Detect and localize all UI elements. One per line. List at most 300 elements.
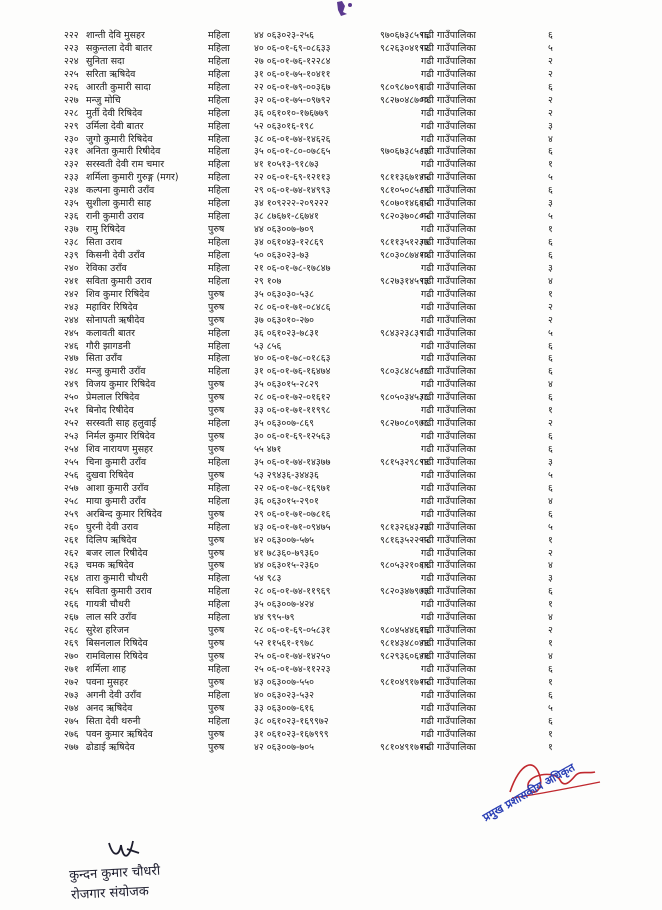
gender: महिला xyxy=(208,237,230,248)
palika-name: गढी गाउँपालिका xyxy=(421,185,476,197)
palika-name: गढी गाउँपालिका xyxy=(421,418,476,430)
gender: महिला xyxy=(208,366,230,378)
id-number: ३५ ०६-०१-८०-०७८६५ xyxy=(254,146,331,158)
person-name: सिता देवी थरुनी xyxy=(86,715,141,727)
table-row xyxy=(40,224,640,237)
person-name: बिनोद रिषीदेव xyxy=(86,405,134,417)
palika-name: गढी गाउँपालिका xyxy=(421,159,476,171)
id-number: २८ ०६-०१-७४-११९६९ xyxy=(254,586,331,598)
palika-name: गढी गाउँपालिका xyxy=(421,94,476,106)
serial-number: २२५ xyxy=(64,68,79,80)
ward-number: १ xyxy=(548,728,553,740)
id-number: ३३ ०६३००७-६१६ xyxy=(254,702,314,714)
mobile-number: ९८२९३६०६४१ xyxy=(380,651,429,662)
ward-number: १ xyxy=(548,405,553,417)
serial-number: २५२ xyxy=(64,418,79,430)
id-number: ४४ ०६३०१५-२३६० xyxy=(254,560,319,572)
ward-number: ३ xyxy=(548,198,553,210)
id-number: ३८ ८७६७१-८६७४१ xyxy=(254,211,319,223)
palika-name: गढी गाउँपालिका xyxy=(421,198,476,210)
palika-name: गढी गाउँपालिका xyxy=(421,262,476,274)
ward-number: ६ xyxy=(548,340,553,352)
mobile-number: ९८१०४९१७१५ xyxy=(380,676,429,688)
serial-number: २५४ xyxy=(64,444,79,455)
table-row xyxy=(40,30,640,43)
mobile-number: ९८२७३१४५९३ xyxy=(380,275,429,287)
id-number: ४१ ७८३६०-७९३६० xyxy=(254,547,319,559)
id-number: ३५ ०६३००७-८६९ xyxy=(254,418,314,430)
table-row xyxy=(40,353,640,366)
id-number: ५३ ८५६ xyxy=(254,340,282,352)
table-row xyxy=(40,315,640,328)
table-row xyxy=(40,431,640,444)
ward-number: १ xyxy=(548,224,553,236)
ward-number: १ xyxy=(548,599,553,611)
serial-number: २४५ xyxy=(64,327,79,339)
palika-name: गढी गाउँपालिका xyxy=(421,521,476,533)
gender: महिला xyxy=(208,495,230,507)
mobile-number: ९८२०३७०८०५ xyxy=(380,211,429,223)
id-number: ३५ ०६-०१-७४-१४३७७ xyxy=(254,456,331,468)
palika-name: गढी गाउँपालिका xyxy=(421,456,476,468)
serial-number: २५६ xyxy=(64,469,79,481)
person-name: उर्मिला देवी बातर xyxy=(86,120,144,132)
gender: महिला xyxy=(208,198,230,210)
person-name: सुनिता सदा xyxy=(86,55,125,67)
gender: महिला xyxy=(208,353,230,365)
palika-name: गढी गाउँपालिका xyxy=(421,120,476,132)
table-row xyxy=(40,289,640,302)
person-name: सिता उराव xyxy=(86,237,123,248)
palika-name: गढी गाउँपालिका xyxy=(421,482,476,494)
table-row xyxy=(40,250,640,263)
mobile-number: ९८११३६७१४५ xyxy=(380,172,429,184)
ward-number: ६ xyxy=(548,237,553,248)
serial-number: २३७ xyxy=(64,224,79,236)
gender: पुरुष xyxy=(208,224,225,236)
ward-number: ३ xyxy=(548,262,553,274)
table-row xyxy=(40,379,640,392)
table-row xyxy=(40,729,640,742)
gender: महिला xyxy=(208,612,230,624)
palika-name: गढी गाउँपालिका xyxy=(421,327,476,339)
person-name: सिता उराँव xyxy=(86,353,123,365)
id-number: ३१ ०६-०१-७६-१६४७४ xyxy=(254,366,331,378)
person-name: रामु रिषिदेव xyxy=(86,224,126,236)
serial-number: २२८ xyxy=(64,107,79,119)
ward-number: ४ xyxy=(548,651,553,662)
table-row xyxy=(40,418,640,431)
table-row xyxy=(40,108,640,121)
serial-number: २४६ xyxy=(64,340,79,352)
id-number: ४२ ०६३००७-७०५ xyxy=(254,741,314,753)
palika-name: गढी गाउँपालिका xyxy=(421,702,476,714)
ward-number: १ xyxy=(548,741,553,753)
palika-name: गढी गाउँपालिका xyxy=(421,237,476,248)
person-name: गायत्री चौधरी xyxy=(86,599,131,611)
id-number: ४३ ०६३००७-५५० xyxy=(254,676,314,688)
id-number: २८ ०६-०१-७१-०८४८६ xyxy=(254,301,331,313)
ward-number: २ xyxy=(548,94,553,106)
id-number: २९ १०७ xyxy=(254,275,282,287)
palika-name: गढी गाउँपालिका xyxy=(421,405,476,417)
serial-number: २४० xyxy=(64,262,79,274)
palika-name: गढी गाउँपालिका xyxy=(421,275,476,287)
serial-number: २६० xyxy=(64,521,79,533)
gender: पुरुष xyxy=(208,392,225,404)
gender: पुरुष xyxy=(208,638,225,650)
table-row xyxy=(40,211,640,224)
ward-number: ५ xyxy=(548,469,553,481)
id-number: ४० ०६३०२३-५३२ xyxy=(254,689,314,701)
serial-number: २२२ xyxy=(64,30,79,41)
person-name: रानी कुमारी उराव xyxy=(86,211,144,223)
serial-number: २५७ xyxy=(64,482,79,494)
person-name: मन्जु कुमारी उराँव xyxy=(86,366,146,378)
serial-number: २७२ xyxy=(64,676,79,688)
serial-number: २६३ xyxy=(64,560,79,572)
serial-number: २७१ xyxy=(64,663,79,675)
gender: पुरुष xyxy=(208,625,225,637)
id-number: ४० ०६-०१-६९-०८६३३ xyxy=(254,42,331,54)
serial-number: २४८ xyxy=(64,366,79,378)
gender: पुरुष xyxy=(208,431,225,443)
coordinator-initial-scribble xyxy=(103,835,143,865)
ward-number: ५ xyxy=(548,327,553,339)
table-row xyxy=(40,586,640,599)
palika-name: गढी गाउँपालिका xyxy=(421,392,476,404)
id-number: ५५ ४७१ xyxy=(254,444,282,455)
table-row xyxy=(40,509,640,522)
id-number: ५२ ११५६१-१९७८ xyxy=(254,638,314,650)
gender: पुरुष xyxy=(208,728,225,740)
serial-number: २६५ xyxy=(64,586,79,598)
table-row xyxy=(40,392,640,405)
mobile-number: ९८१४३४८०४४ xyxy=(380,638,429,650)
ink-spot-mark xyxy=(333,0,355,18)
gender: महिला xyxy=(208,599,230,611)
palika-name: गढी गाउँपालिका xyxy=(421,599,476,611)
serial-number: २७७ xyxy=(64,741,79,753)
ward-number: २ xyxy=(548,55,553,67)
ward-number: ५ xyxy=(548,211,553,223)
person-name: प्रेमलाल रिषिदेव xyxy=(86,392,140,404)
mobile-number: ९८२७०८०९७८ xyxy=(380,418,429,430)
mobile-number: ९८०४५४४६१६ xyxy=(380,625,429,637)
table-row xyxy=(40,263,640,276)
ward-number: ५ xyxy=(548,702,553,714)
palika-name: गढी गाउँपालिका xyxy=(421,55,476,67)
person-name: तारा कुमारी चौधरी xyxy=(86,573,148,585)
table-row xyxy=(40,276,640,289)
gender: महिला xyxy=(208,30,230,41)
table-row xyxy=(40,535,640,548)
table-row xyxy=(40,573,640,586)
palika-name: गढी गाउँपालिका xyxy=(421,379,476,391)
palika-name: गढी गाउँपालिका xyxy=(421,366,476,378)
ward-number: ६ xyxy=(548,366,553,378)
ward-number: ३ xyxy=(548,120,553,132)
table-row xyxy=(40,625,640,638)
person-name: लाल सरि उराँव xyxy=(86,612,137,624)
serial-number: २२४ xyxy=(64,55,79,67)
table-row xyxy=(40,185,640,198)
gender: पुरुष xyxy=(208,314,225,326)
table-row xyxy=(40,703,640,716)
id-number: ३१ ०६-०१-७५-१०४११ xyxy=(254,68,331,80)
palika-name: गढी गाउँपालिका xyxy=(421,663,476,675)
person-name: सोनापती ऋषीदेव xyxy=(86,314,145,326)
palika-name: गढी गाउँपालिका xyxy=(421,431,476,443)
serial-number: २२७ xyxy=(64,94,79,106)
person-name: सरस्वती साह हलुवाई xyxy=(86,418,157,430)
person-name: मुर्ती देवी रिषिदेव xyxy=(86,107,143,119)
ward-number: ६ xyxy=(548,392,553,404)
palika-name: गढी गाउँपालिका xyxy=(421,68,476,80)
serial-number: २२३ xyxy=(64,42,79,54)
gender: पुरुष xyxy=(208,301,225,313)
serial-number: २६७ xyxy=(64,612,79,624)
mobile-number: ९८१६३५२२५५ xyxy=(380,534,429,546)
serial-number: २५१ xyxy=(64,405,79,417)
palika-name: गढी गाउँपालिका xyxy=(421,651,476,662)
gender: महिला xyxy=(208,172,230,184)
record-list xyxy=(40,30,640,755)
gender: महिला xyxy=(208,275,230,287)
mobile-number: ९८०५३२१०६९ xyxy=(380,560,429,572)
ward-number: ६ xyxy=(548,586,553,598)
gender: महिला xyxy=(208,94,230,106)
person-name: आरती कुमारी सादा xyxy=(86,81,151,93)
table-row xyxy=(40,470,640,483)
gender: महिला xyxy=(208,715,230,727)
table-row xyxy=(40,612,640,625)
table-row xyxy=(40,69,640,82)
palika-name: गढी गाउँपालिका xyxy=(421,288,476,300)
id-number: ३८ ०६१०२३-१६९९७२ xyxy=(254,715,329,727)
serial-number: २३८ xyxy=(64,237,79,248)
id-number: ३६ ०६३०१५-२९०१ xyxy=(254,495,319,507)
coordinator-title: रोजगार संयोजक xyxy=(70,883,150,904)
palika-name: गढी गाउँपालिका xyxy=(421,625,476,637)
palika-name: गढी गाउँपालिका xyxy=(421,146,476,158)
table-row xyxy=(40,237,640,250)
gender: पुरुष xyxy=(208,651,225,662)
ward-number: ६ xyxy=(548,715,553,727)
table-row xyxy=(40,198,640,211)
person-name: अनिता कुमारी रिषीदेव xyxy=(86,146,161,158)
palika-name: गढी गाउँपालिका xyxy=(421,30,476,41)
ward-number: ५ xyxy=(548,42,553,54)
ward-number: ६ xyxy=(548,431,553,443)
palika-name: गढी गाउँपालिका xyxy=(421,728,476,740)
gender: महिला xyxy=(208,521,230,533)
id-number: ३१ ०६१०२३-१६७९९९ xyxy=(254,728,329,740)
gender: पुरुष xyxy=(208,676,225,688)
serial-number: २३४ xyxy=(64,185,79,197)
id-number: ४४ ९९५-७९ xyxy=(254,612,295,624)
mobile-number: ९८१३२६४३२३ xyxy=(380,521,429,533)
gender: महिला xyxy=(208,418,230,430)
table-row xyxy=(40,651,640,664)
ward-number: २ xyxy=(548,418,553,430)
serial-number: २६६ xyxy=(64,599,79,611)
palika-name: गढी गाउँपालिका xyxy=(421,107,476,119)
person-name: शान्ती देवि मुसहर xyxy=(86,30,145,41)
ward-number: २ xyxy=(548,625,553,637)
serial-number: २३२ xyxy=(64,159,79,171)
palika-name: गढी गाउँपालिका xyxy=(421,560,476,572)
person-name: शर्मिला शाह xyxy=(86,663,126,675)
table-row xyxy=(40,496,640,509)
mobile-number: ९७०६७३८५९६ xyxy=(380,30,429,41)
palika-name: गढी गाउँपालिका xyxy=(421,314,476,326)
id-number: ५२ ०६३०१६-१९८ xyxy=(254,120,314,132)
table-row xyxy=(40,457,640,470)
serial-number: २५३ xyxy=(64,431,79,443)
table-row xyxy=(40,95,640,108)
gender: पुरुष xyxy=(208,702,225,714)
coordinator-name: कुन्दन कुमार चौधरी xyxy=(68,863,161,884)
gender: महिला xyxy=(208,456,230,468)
table-row xyxy=(40,522,640,535)
palika-name: गढी गाउँपालिका xyxy=(421,715,476,727)
person-name: बजर लाल रिषीदेव xyxy=(86,547,148,559)
palika-name: गढी गाउँपालिका xyxy=(421,340,476,352)
person-name: ढोडाई ऋषिदेव xyxy=(86,741,135,753)
person-name: सविता कुमारी उराव xyxy=(86,275,152,287)
ward-number: १ xyxy=(548,288,553,300)
id-number: ३६ ०६१०१०-१७६७७९ xyxy=(254,107,329,119)
serial-number: २६९ xyxy=(64,638,79,650)
serial-number: २४४ xyxy=(64,314,79,326)
mobile-number: ९८१०४९१७१५ xyxy=(380,741,429,753)
id-number: ४३ ०६-०१-७१-०९४७५ xyxy=(254,521,331,533)
person-name: घुरनी देवी उराव xyxy=(86,521,139,533)
mobile-number: ९८०७०१४६६५ xyxy=(380,198,429,210)
ward-number: २ xyxy=(548,314,553,326)
id-number: ३५ ०६३०३०-५३८ xyxy=(254,288,314,300)
person-name: मन्जु मोचि xyxy=(86,94,121,106)
id-number: २५ ०६-०१-७४-११२२३ xyxy=(254,663,331,675)
palika-name: गढी गाउँपालिका xyxy=(421,42,476,54)
ward-number: ४ xyxy=(548,133,553,145)
palika-name: गढी गाउँपालिका xyxy=(421,224,476,236)
gender: महिला xyxy=(208,573,230,585)
gender: महिला xyxy=(208,146,230,158)
ward-number: ५ xyxy=(548,521,553,533)
person-name: आशा कुमारी उराँव xyxy=(86,482,149,494)
gender: महिला xyxy=(208,68,230,80)
id-number: ३८ ०६-०१-७४-१४६२६ xyxy=(254,133,331,145)
ward-number: १ xyxy=(548,638,553,650)
id-number: ३५ ०६३०१५-२८२९ xyxy=(254,379,319,391)
gender: पुरुष xyxy=(208,379,225,391)
gender: पुरुष xyxy=(208,741,225,753)
serial-number: २४३ xyxy=(64,301,79,313)
id-number: २५ ०६-०१-७४-१४२५० xyxy=(254,651,331,662)
serial-number: २३० xyxy=(64,133,79,145)
id-number: २८ ०६-०१-७२-०१६१२ xyxy=(254,392,331,404)
person-name: दुखवा रिषिदेव xyxy=(86,469,134,481)
palika-name: गढी गाउँपालिका xyxy=(421,469,476,481)
ward-number: ४ xyxy=(548,612,553,624)
ward-number: ६ xyxy=(548,81,553,93)
table-row xyxy=(40,690,640,703)
id-number: ३३ ०६-०१-७१-११९९८ xyxy=(254,405,331,417)
gender: महिला xyxy=(208,586,230,598)
table-row xyxy=(40,638,640,651)
id-number: ५४ ९८३ xyxy=(254,573,282,585)
ward-number: १ xyxy=(548,159,553,171)
gender: पुरुष xyxy=(208,288,225,300)
table-row xyxy=(40,677,640,690)
person-name: बिसनलाल रिषिदेव xyxy=(86,638,148,650)
mobile-number: ९८०५०३४५३८ xyxy=(380,392,429,404)
gender: पुरुष xyxy=(208,560,225,572)
gender: पुरुष xyxy=(208,405,225,417)
ward-number: ४ xyxy=(548,495,553,507)
ward-number: २ xyxy=(548,547,553,559)
serial-number: २५८ xyxy=(64,495,79,507)
palika-name: गढी गाउँपालिका xyxy=(421,211,476,223)
person-name: कलावती बातर xyxy=(86,327,135,339)
id-number: ३६ ०६१०२३-७८३१ xyxy=(254,327,319,339)
ward-number: ३ xyxy=(548,573,553,585)
mobile-number: ९७०६७३८५८३ xyxy=(380,146,429,158)
gender: महिला xyxy=(208,327,230,339)
palika-name: गढी गाउँपालिका xyxy=(421,741,476,753)
person-name: रामविलास रिषिदेव xyxy=(86,651,148,662)
ward-number: ४ xyxy=(548,379,553,391)
mobile-number: ९८२०३४७९७३ xyxy=(380,586,429,598)
person-name: अनद ऋषिदेव xyxy=(86,702,133,714)
mobile-number: ९८२६३०४१९२ xyxy=(380,42,429,54)
person-name: माया कुमारी उराँव xyxy=(86,495,146,507)
ward-number: ३ xyxy=(548,456,553,468)
serial-number: २५० xyxy=(64,392,79,404)
id-number: ३७ ०६३०१०-२७० xyxy=(254,314,314,326)
ward-number: ५ xyxy=(548,172,553,184)
person-name: पवना मुसहर xyxy=(86,676,128,688)
table-row xyxy=(40,146,640,159)
officer-stamp-text: प्रमुख प्रशासकीय अधिकृत xyxy=(480,760,578,825)
palika-name: गढी गाउँपालिका xyxy=(421,301,476,313)
person-name: सविता कुमारी उराव xyxy=(86,586,152,598)
gender: पुरुष xyxy=(208,547,225,559)
ward-number: २ xyxy=(548,107,553,119)
serial-number: २४७ xyxy=(64,353,79,365)
person-name: दिलिप ऋषिदेव xyxy=(86,534,137,546)
person-name: सुरेश हरिजन xyxy=(86,625,129,637)
person-name: शर्मिला कुमारी गुरुङ्ग (मगर) xyxy=(86,172,179,184)
serial-number: २३१ xyxy=(64,146,79,158)
palika-name: गढी गाउँपालिका xyxy=(421,586,476,598)
ward-number: ४ xyxy=(548,560,553,572)
gender: महिला xyxy=(208,262,230,274)
person-name: सुशीला कुमारी साह xyxy=(86,198,152,210)
table-row xyxy=(40,328,640,341)
table-row xyxy=(40,444,640,457)
mobile-number: ९८०३८४८५८८ xyxy=(380,366,429,378)
gender: महिला xyxy=(208,689,230,701)
ward-number: २ xyxy=(548,68,553,80)
person-name: शिव कुमार रिषिदेव xyxy=(86,288,150,300)
person-name: अगनी देवी उराँव xyxy=(86,689,142,701)
serial-number: २४९ xyxy=(64,379,79,391)
person-name: पवन कुमार ऋषिदेव xyxy=(86,728,153,740)
id-number: २८ ०६-०१-६९-०५८३१ xyxy=(254,625,331,637)
